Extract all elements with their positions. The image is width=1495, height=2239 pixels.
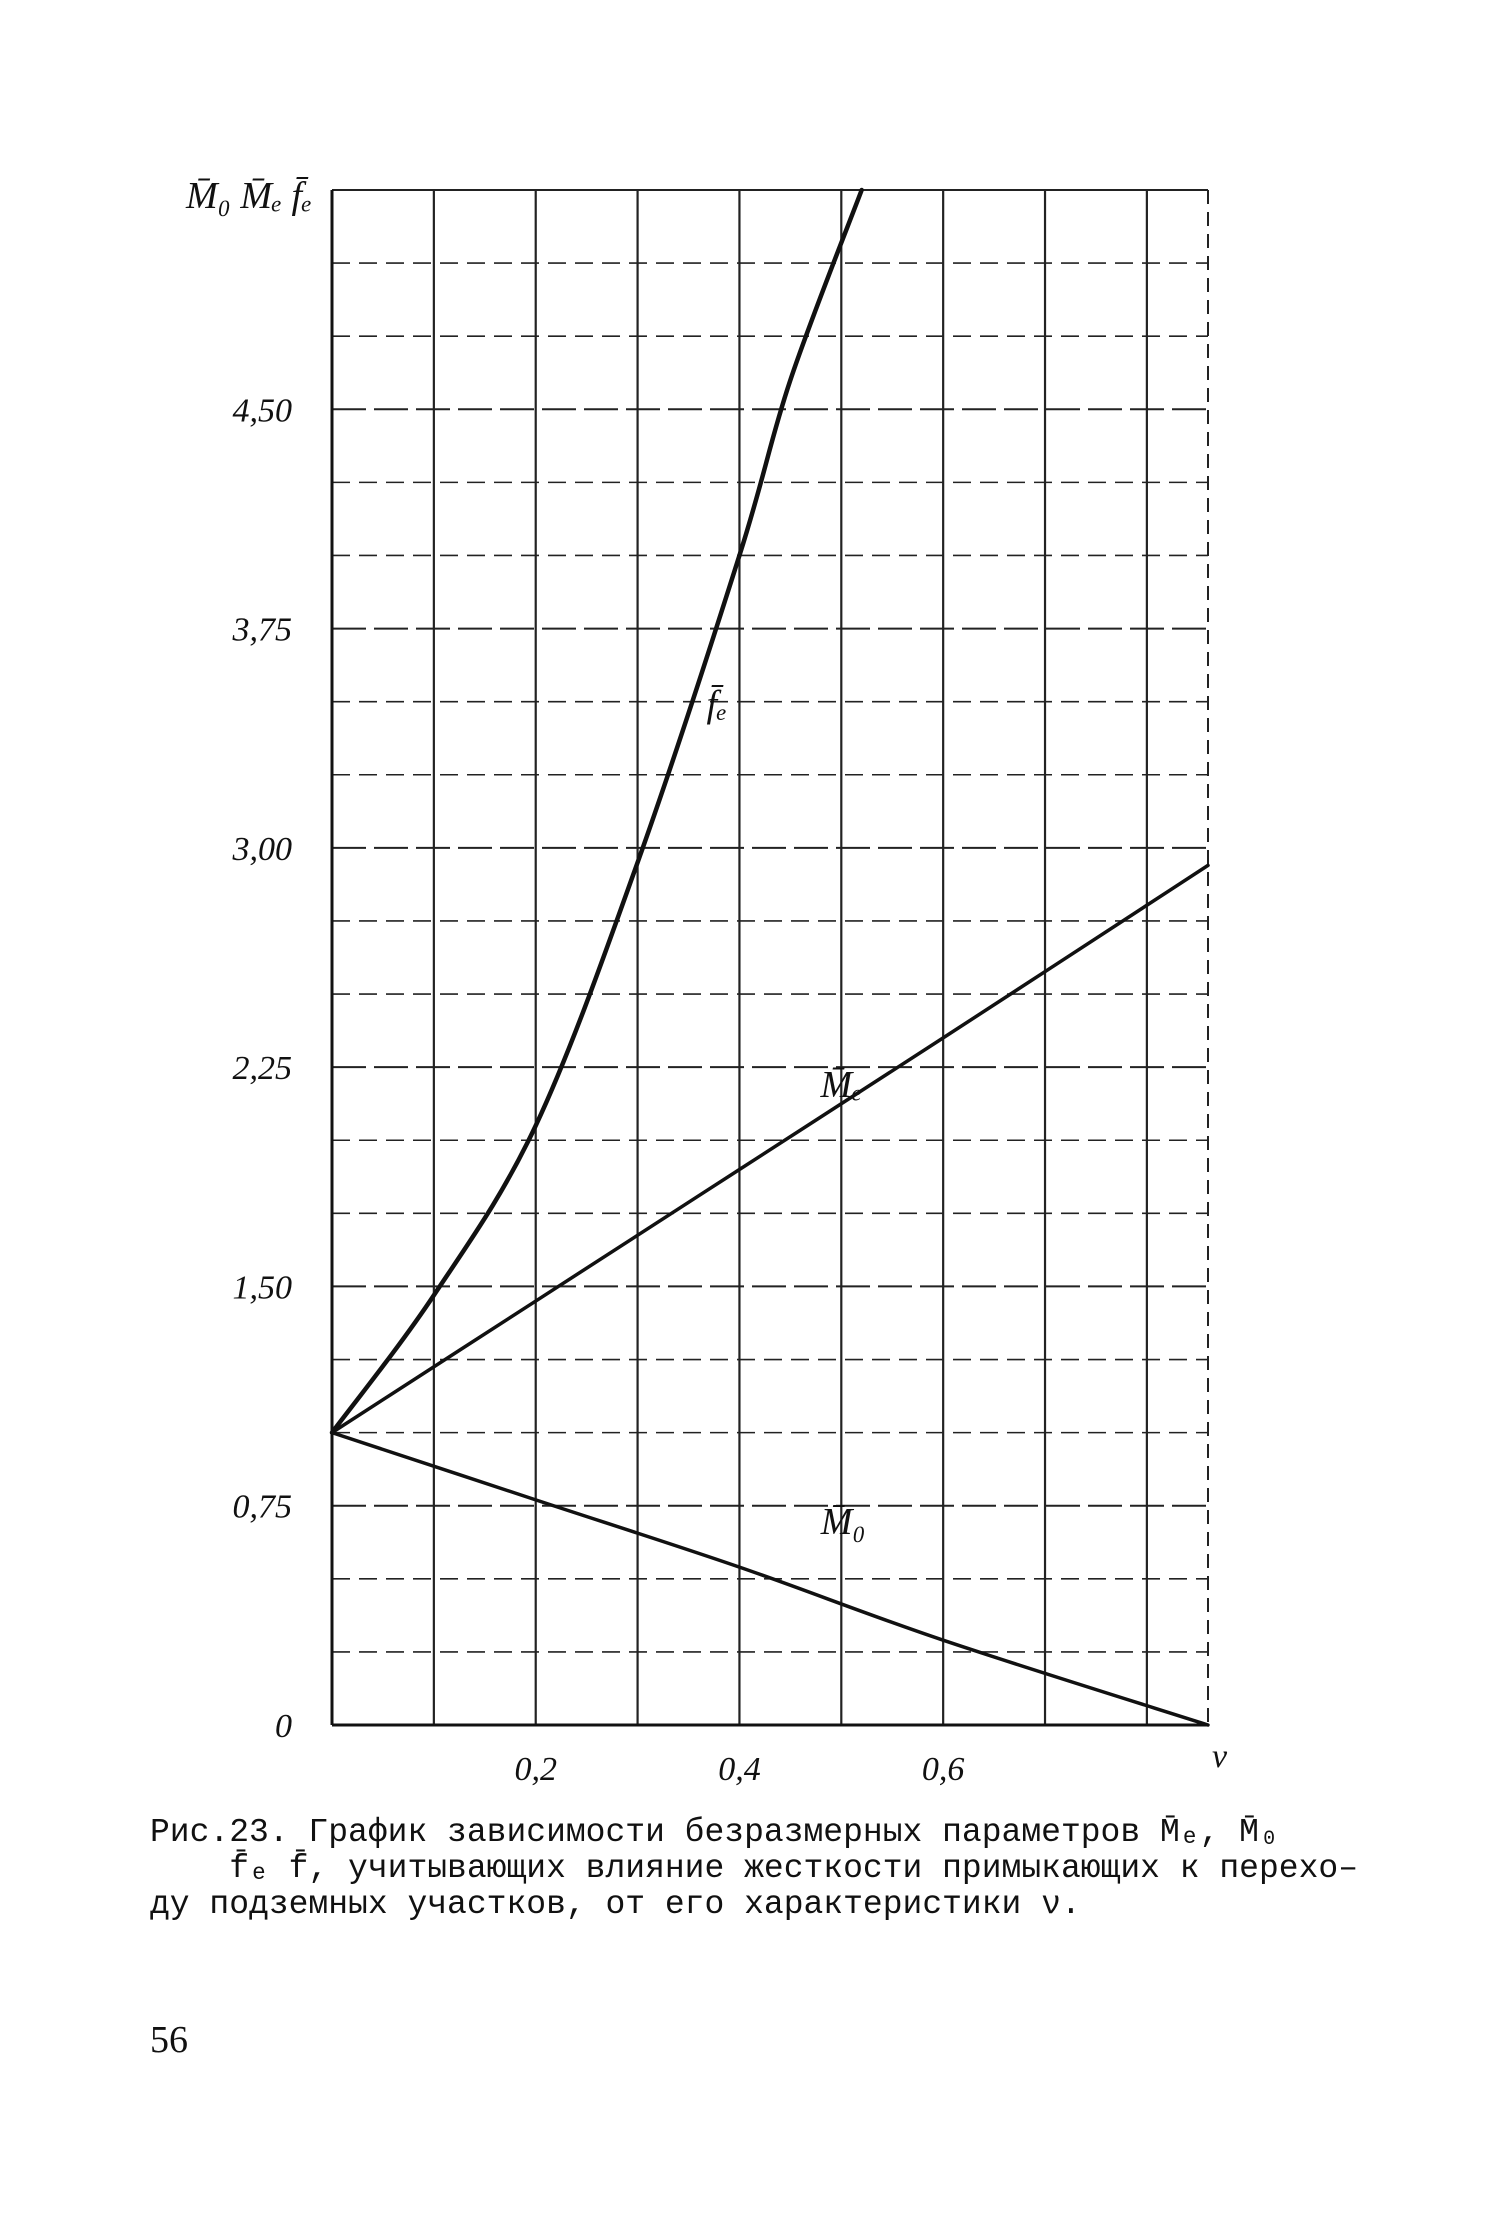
series-lines [332,190,1208,1725]
series-label-2: M̄ₑ [820,1064,863,1106]
caption-line-3: ду подземных участков, от его характеристики ν. [150,1886,1081,1923]
series-label-3: M̄₀ [820,1501,866,1544]
y-tick-label: 1,50 [232,1269,292,1307]
grid [332,190,1208,1725]
y-tick-label: 2,25 [232,1050,292,1088]
y-tick-label: 3,00 [232,830,292,868]
x-tick-label: 0,6 [921,1751,965,1788]
x-tick-label: 0,4 [718,1751,761,1788]
series-line-1 [332,190,862,1433]
y-tick-label: 0,75 [232,1488,292,1526]
y-tick-label: 0 [275,1708,292,1745]
caption-line-2: f̄ₑ f̄, учитывающих влияние жесткости примыкающих к перехо– [150,1850,1358,1887]
x-tick-label: 0,2 [514,1751,557,1788]
y-tick-label: 4,50 [232,392,292,430]
y-axis-label: M̄₀ M̄ₑ f̄ₑ [185,175,312,217]
y-tick-label: 3,75 [232,611,292,649]
x-axis-label: ν [1212,1738,1228,1775]
caption-line-1: Рис.23. График зависимости безразмерных параметров M̄ₑ, M̄₀ [150,1814,1279,1851]
series-label-1: f̄ₑ [706,683,728,726]
tick-labels [185,175,1228,1788]
figure-caption [150,1815,1410,1923]
series-line-2 [332,865,1208,1432]
page-number: 56 [150,2019,188,2061]
axes [332,190,1208,1725]
